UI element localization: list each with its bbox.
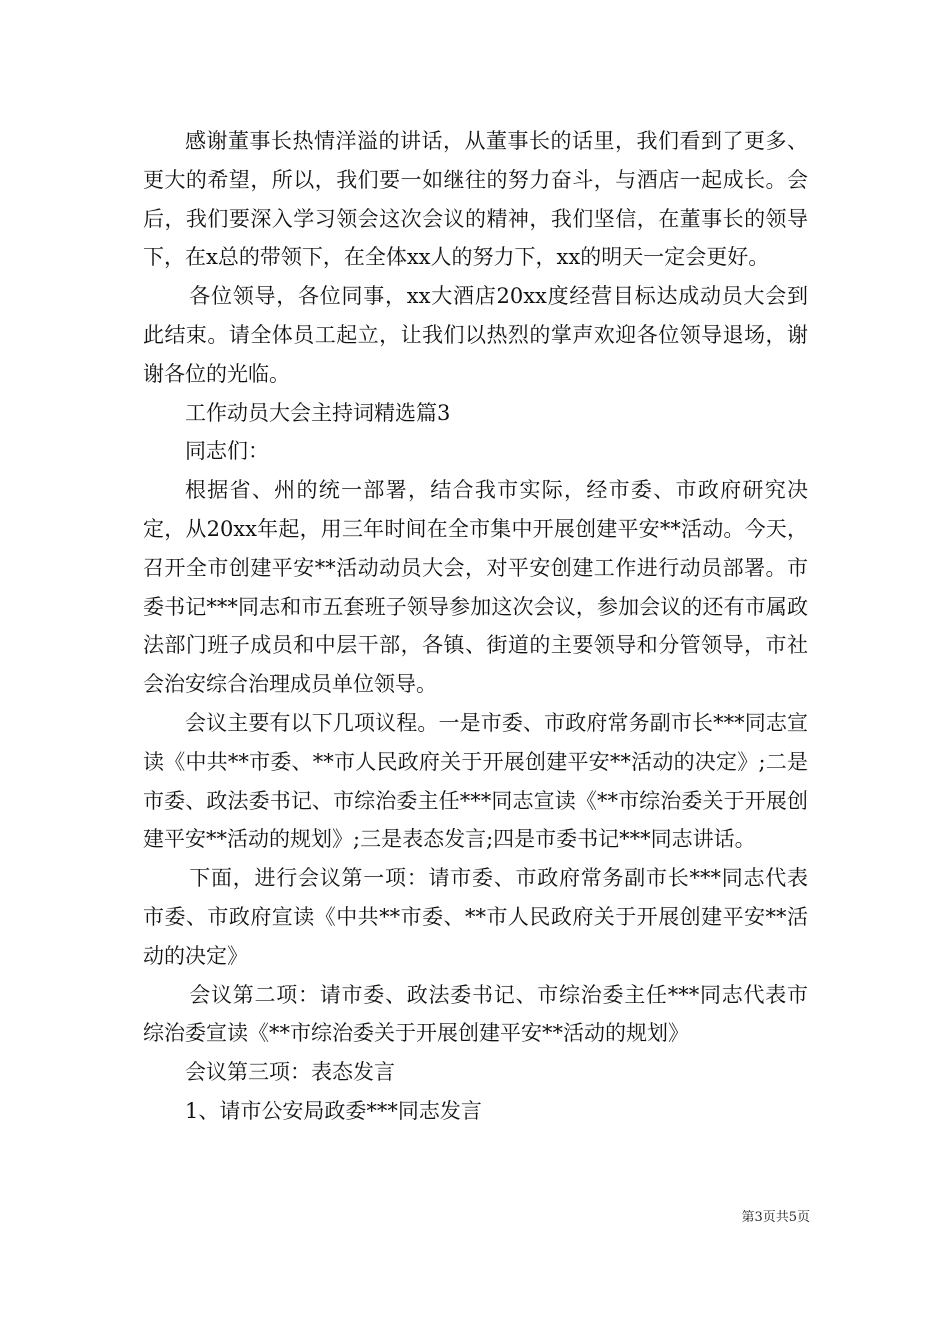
paragraph-thanks-chairman: 感谢董事长热情洋溢的讲话，从董事长的话里，我们看到了更多、更大的希望，所以，我们要一如继往的努力奋斗，与酒店一起成长。会后，我们要深入学习领会这次会议的精神，我们坚信，在董事长的领导下，在x总的带领下，在全体xx人的努力下，xx的明天一定会更好。: [143, 129, 808, 270]
section-heading: 工作动员大会主持词精选篇3: [185, 400, 451, 425]
paragraph-agenda: 会议主要有以下几项议程。一是市委、市政府常务副市长***同志宣读《中共**市委、**市人民政府关于开展创建平安**活动的决定》;二是市委、政法委书记、市综治委主任***同志宣读《**市综治委关于开展创建平安**活动的规划》;三是表态发言;四是市委书记***同志讲话。: [143, 710, 808, 852]
paragraph-item-two: 会议第二项：请市委、政法委书记、市综治委主任***同志代表市综治委宣读《**市综治委关于开展创建平安**活动的规划》: [143, 982, 808, 1046]
paragraph-background: 根据省、州的统一部署，结合我市实际，经市委、市政府研究决定，从20xx年起，用三年时间在全市集中开展创建平安**活动。今天，召开全市创建平安**活动动员大会，对平安创建工作进行动员部署。市委书记***同志和市五套班子领导参加这次会议，参加会议的还有市属政法部门班子成员和中层干部，各镇、街道的主要领导和分管领导，市社会治安综合治理成员单位领导。: [143, 478, 808, 697]
document-body: [143, 122, 808, 1131]
page-number-footer: 第3页共5页: [741, 1210, 810, 1225]
salutation: 同志们：: [185, 439, 269, 464]
paragraph-item-one: 下面，进行会议第一项：请市委、市政府常务副市长***同志代表市委、市政府宣读《中共**市委、**市人民政府关于开展创建平安**活动的决定》: [143, 866, 808, 968]
paragraph-item-three: 会议第三项：表态发言: [185, 1060, 395, 1085]
paragraph-speaker-one: 1、请市公安局政委***同志发言: [185, 1098, 482, 1123]
paragraph-closing-remarks: 各位领导，各位同事，xx大酒店20xx度经营目标达成动员大会到此结束。请全体员工起立，让我们以热烈的掌声欢迎各位领导退场，谢谢各位的光临。: [143, 284, 808, 386]
